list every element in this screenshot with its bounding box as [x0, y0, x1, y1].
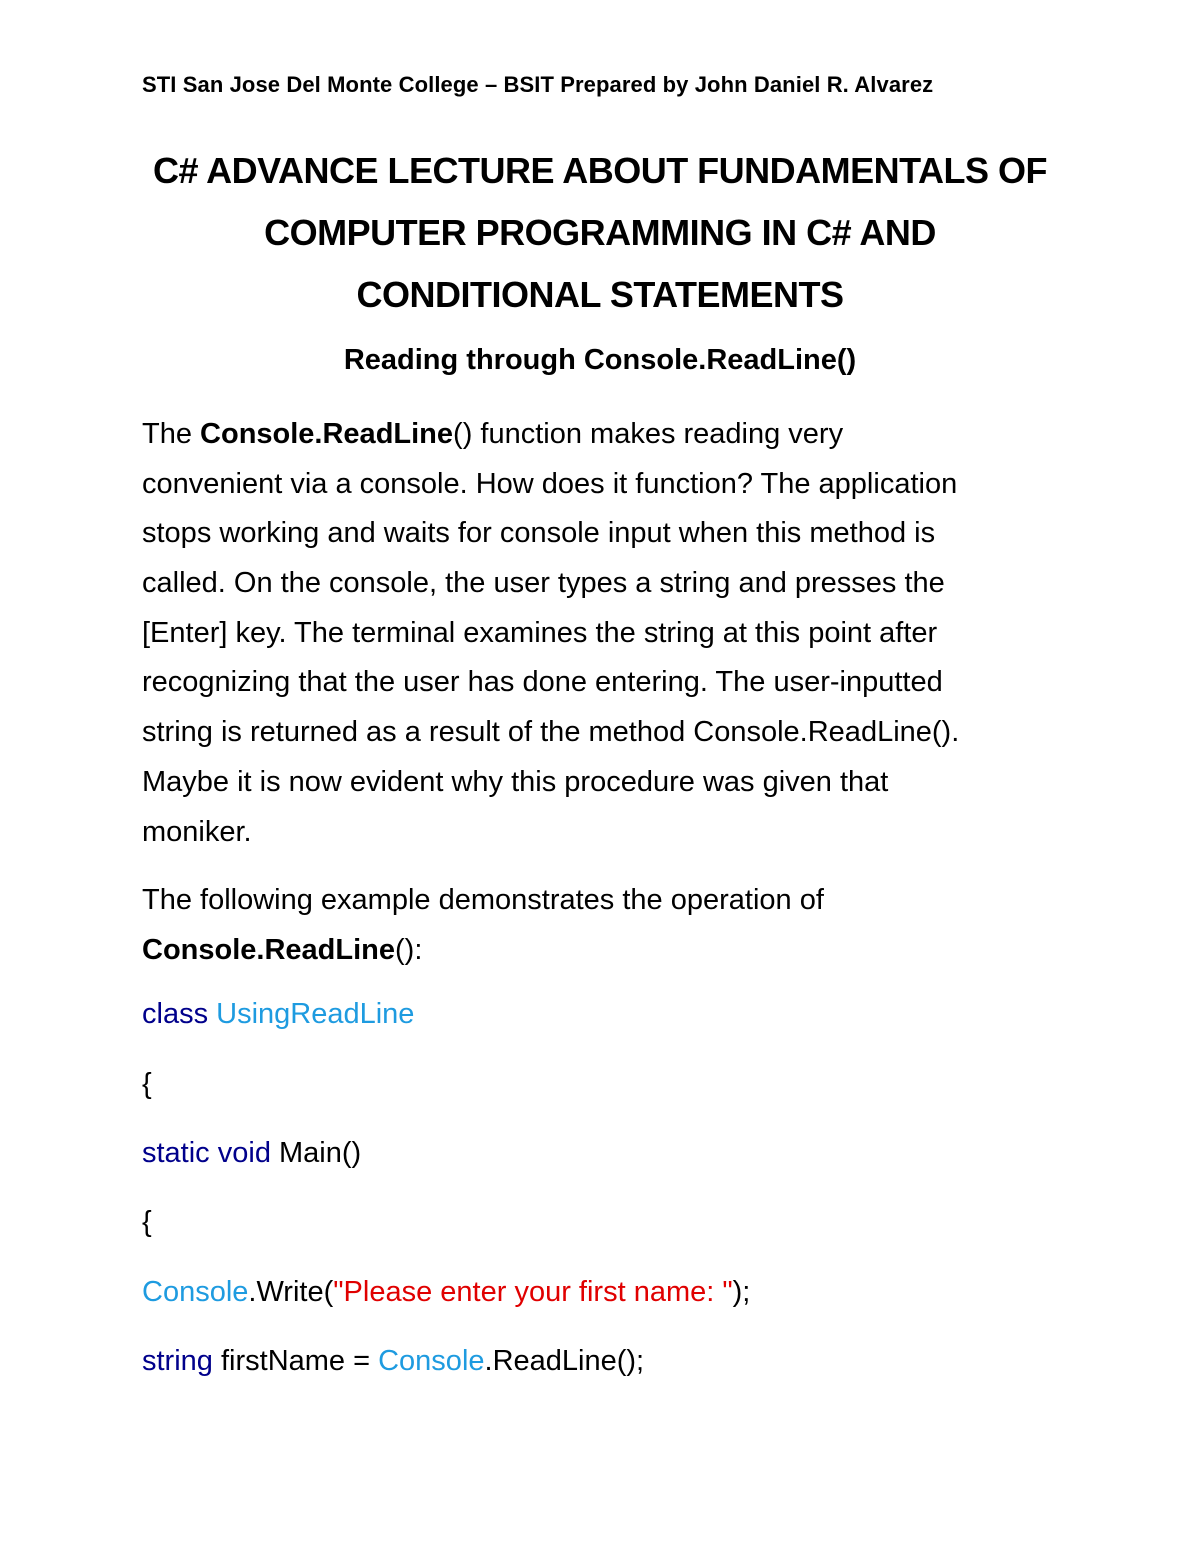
paragraph-line: string is returned as a result of the method Console.ReadLine().	[142, 716, 960, 749]
code-line-write	[142, 1276, 750, 1309]
page-header: STI San Jose Del Monte College – BSIT Prepared by John Daniel R. Alvarez	[142, 72, 934, 97]
code-string: "Please enter your first name: "	[333, 1276, 733, 1308]
code-keyword: class	[142, 998, 209, 1030]
code-text: .ReadLine();	[484, 1345, 645, 1377]
code-line-class	[142, 998, 414, 1031]
paragraph-line: [Enter] key. The terminal examines the string at this point after	[142, 616, 938, 649]
paragraph-line: The Console.ReadLine() function makes reading very	[142, 418, 844, 450]
code-text: .Write(	[248, 1276, 334, 1308]
code-line-open-brace: {	[142, 1068, 152, 1100]
document-title	[100, 140, 1100, 326]
code-text: );	[732, 1276, 751, 1308]
paragraph-readline-explanation	[142, 410, 959, 857]
paragraph-line: stops working and waits for console input when this method is	[142, 517, 936, 550]
paragraph-example-intro	[142, 876, 824, 975]
paragraph-line: The following example demonstrates the operation of	[142, 884, 824, 916]
title-line-3: CONDITIONAL STATEMENTS	[356, 274, 844, 315]
code-type: Console	[142, 1276, 249, 1308]
code-keyword: static	[142, 1137, 210, 1169]
title-line-1: C# ADVANCE LECTURE ABOUT FUNDAMENTALS OF	[153, 150, 1047, 191]
code-line-open-brace: {	[142, 1206, 152, 1238]
inline-code-bold: Console.ReadLine	[200, 418, 454, 450]
code-keyword: string	[142, 1345, 213, 1377]
paragraph-line: Console.ReadLine():	[142, 933, 423, 966]
code-text: Main()	[279, 1137, 362, 1169]
section-heading: Reading through Console.ReadLine()	[343, 344, 857, 376]
code-keyword: void	[217, 1137, 271, 1169]
paragraph-line: moniker.	[142, 815, 252, 848]
code-text: firstName =	[220, 1345, 379, 1377]
code-type: UsingReadLine	[216, 998, 415, 1030]
title-line-2: COMPUTER PROGRAMMING IN C# AND	[264, 212, 936, 253]
paragraph-line: called. On the console, the user types a string and presses the	[142, 567, 945, 600]
inline-code-bold: Console.ReadLine	[142, 933, 395, 966]
code-line-readline	[142, 1345, 644, 1378]
paragraph-line: recognizing that the user has done entering. The user-inputted	[142, 666, 943, 699]
paragraph-line: Maybe it is now evident why this procedure was given that	[142, 765, 889, 798]
code-line-main	[142, 1137, 361, 1170]
paragraph-line: convenient via a console. How does it function? The application	[142, 467, 958, 500]
code-type: Console	[378, 1345, 485, 1377]
